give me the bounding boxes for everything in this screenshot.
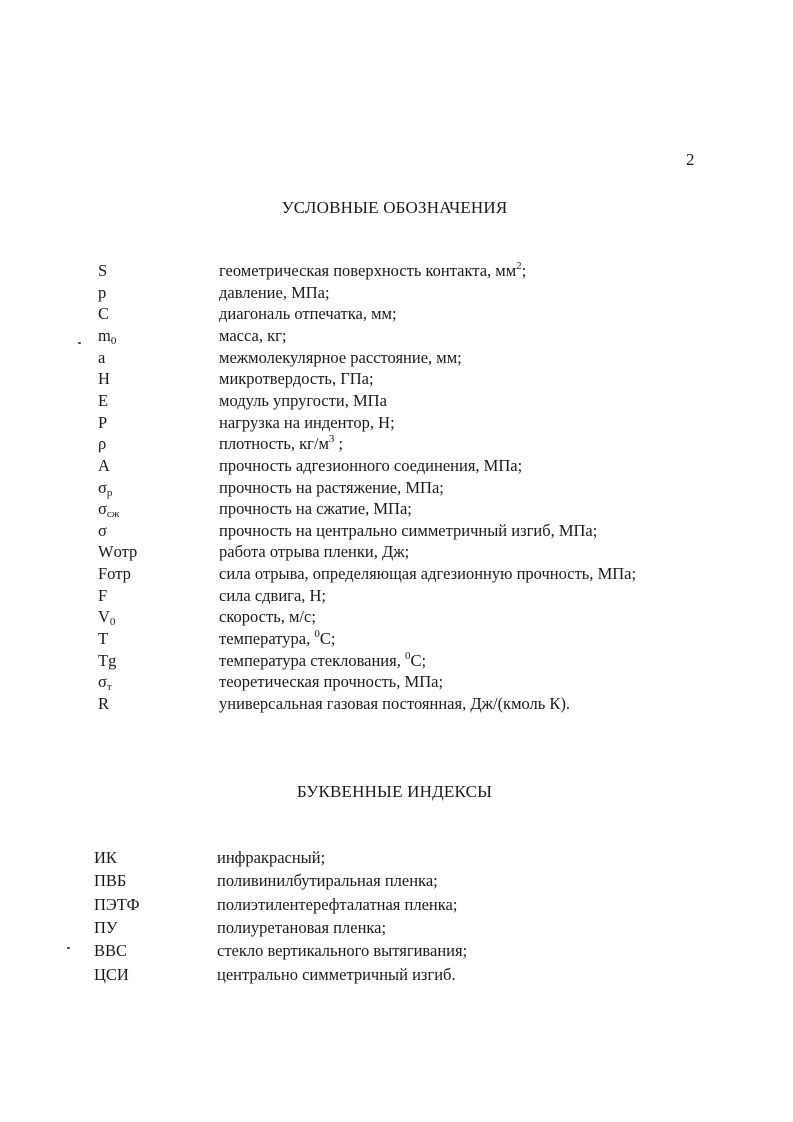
symbol-text: F — [98, 585, 108, 605]
symbol-text: σ — [98, 672, 107, 692]
symbol-text: Wотр — [98, 542, 138, 562]
description-text: сила отрыва, определяющая адгезионную прочность, МПа; — [219, 564, 637, 584]
description-text: геометрическая поверхность контакта, мм — [219, 261, 517, 280]
description-text: нагрузка на индентор, Н; — [219, 412, 395, 432]
description-superscript: 0 — [404, 649, 411, 662]
symbol-text: a — [98, 347, 106, 367]
description-text: температура, — [219, 629, 315, 649]
symbol-text: S — [98, 261, 108, 280]
symbol-subscript: 0 — [110, 334, 117, 347]
notation-description — [219, 541, 409, 563]
notation-description — [219, 650, 426, 672]
notation-description — [219, 498, 412, 520]
notation-row — [0, 390, 793, 412]
notation-description — [219, 628, 335, 650]
symbol-subscript: сж — [106, 508, 120, 521]
notation-description — [219, 368, 374, 390]
index-abbreviation: ИК — [94, 848, 117, 867]
notation-row — [0, 628, 793, 650]
index-abbreviation: ВВС — [94, 941, 128, 961]
symbol-text: Tg — [98, 650, 117, 670]
symbol-subscript: p — [106, 486, 113, 499]
notation-row — [0, 368, 793, 390]
description-text: работа отрыва пленки, Дж; — [219, 542, 410, 562]
notation-description — [219, 433, 343, 455]
notation-symbol — [98, 368, 110, 390]
notation-description — [219, 671, 443, 693]
notation-description — [219, 455, 522, 477]
notation-symbol — [98, 412, 107, 434]
notation-row — [0, 606, 793, 628]
notation-description — [219, 412, 395, 434]
index-description: полиэтилентерефталатная пленка; — [217, 894, 458, 914]
notation-symbol — [98, 541, 137, 563]
symbol-text: T — [98, 629, 109, 649]
page-number: 2 — [686, 150, 695, 169]
description-superscript: 2 — [516, 260, 522, 272]
symbol-text: σ — [98, 520, 107, 540]
notation-symbol — [98, 563, 131, 585]
notation-row — [0, 282, 793, 304]
notation-description — [219, 520, 597, 542]
index-description: центрально симметричный изгиб. — [217, 964, 456, 984]
symbol-text: V — [98, 607, 110, 627]
notation-description — [219, 282, 330, 304]
description-text: прочность на центрально симметричный изгиб, МПа; — [219, 520, 598, 540]
notation-symbol — [98, 628, 108, 650]
description-text: универсальная газовая постоянная, Дж/(кмоль К). — [219, 694, 571, 713]
description-text: прочность на сжатие, МПа; — [219, 499, 412, 519]
notation-symbol — [98, 671, 112, 693]
symbol-subscript: т — [106, 681, 112, 694]
description-suffix: С; — [319, 629, 336, 649]
description-suffix: ; — [521, 261, 527, 280]
description-text: масса, кг; — [219, 325, 287, 345]
symbol-text: p — [98, 282, 107, 302]
symbol-text: σ — [98, 499, 107, 519]
index-row — [0, 870, 793, 892]
index-abbreviation: ПУ — [94, 917, 118, 937]
notation-row — [0, 498, 793, 520]
index-row — [0, 847, 793, 869]
notation-row — [0, 650, 793, 672]
symbol-text: ρ — [98, 434, 107, 454]
notation-description — [219, 477, 444, 499]
notation-description — [219, 585, 326, 607]
notation-description — [219, 390, 387, 412]
description-text: модуль упругости, МПа — [219, 390, 387, 410]
index-row — [0, 964, 793, 986]
index-description: инфракрасный; — [217, 848, 326, 867]
index-row — [0, 894, 793, 916]
notation-symbol — [98, 282, 106, 304]
index-row — [0, 917, 793, 939]
notation-row — [0, 303, 793, 325]
notation-symbol — [98, 433, 106, 455]
notation-symbol — [98, 520, 107, 542]
description-text: давление, МПа; — [219, 282, 330, 302]
notation-description — [219, 260, 526, 282]
notation-row — [0, 477, 793, 499]
symbol-text: R — [98, 694, 110, 713]
notation-row — [0, 412, 793, 434]
description-suffix: С; — [410, 650, 427, 670]
notation-symbol — [98, 498, 119, 520]
description-text: микротвердость, ГПа; — [219, 369, 374, 389]
notation-description — [219, 347, 462, 369]
symbol-subscript: 0 — [109, 616, 116, 629]
description-text: теоретическая прочность, МПа; — [219, 672, 444, 692]
description-text: сила сдвига, Н; — [219, 585, 327, 605]
notation-row — [0, 260, 793, 282]
notation-symbol — [98, 325, 116, 347]
description-text: скорость, м/с; — [219, 607, 316, 627]
index-description: стекло вертикального вытягивания; — [217, 941, 468, 961]
index-description: полиуретановая пленка; — [217, 917, 387, 937]
symbol-text: Fотр — [98, 564, 131, 584]
notation-description — [219, 563, 636, 585]
description-text: межмолекулярное расстояние, мм; — [219, 347, 462, 367]
notation-title: УСЛОВНЫЕ ОБОЗНАЧЕНИЯ — [281, 198, 508, 217]
description-text: температура стеклования, — [219, 650, 405, 670]
notation-row — [0, 541, 793, 563]
description-text: плотность, кг/м — [219, 434, 329, 454]
notation-row — [0, 325, 793, 347]
description-superscript: 0 — [314, 628, 320, 641]
notation-symbol — [98, 455, 110, 477]
index-row — [0, 940, 793, 962]
notation-symbol — [98, 303, 109, 325]
description-suffix: ; — [334, 434, 344, 454]
index-abbreviation: ПВБ — [94, 871, 127, 891]
indices-title: БУКВЕННЫЕ ИНДЕКСЫ — [296, 782, 493, 801]
notation-description — [219, 303, 397, 325]
symbol-text: H — [98, 369, 110, 389]
notation-symbol — [98, 347, 105, 369]
notation-row — [0, 671, 793, 693]
notation-description — [219, 606, 316, 628]
notation-symbol — [98, 260, 107, 282]
symbol-text: m — [98, 325, 111, 345]
notation-symbol — [98, 693, 109, 715]
notation-row — [0, 585, 793, 607]
notation-symbol — [98, 390, 108, 412]
description-text: прочность адгезионного соединения, МПа; — [219, 455, 523, 475]
notation-description — [219, 693, 570, 715]
notation-symbol — [98, 606, 115, 628]
scan-speck — [67, 947, 70, 949]
index-description: поливинилбутиральная пленка; — [217, 871, 438, 891]
notation-symbol — [98, 585, 107, 607]
notation-symbol — [98, 650, 116, 672]
symbol-text: E — [98, 390, 109, 410]
index-abbreviation: ЦСИ — [94, 964, 129, 984]
notation-row — [0, 455, 793, 477]
notation-row — [0, 563, 793, 585]
notation-row — [0, 433, 793, 455]
description-text: диагональ отпечатка, мм; — [219, 304, 397, 324]
notation-symbol — [98, 477, 112, 499]
notation-row — [0, 347, 793, 369]
description-text: прочность на растяжение, МПа; — [219, 477, 444, 497]
index-abbreviation: ПЭТФ — [94, 894, 140, 914]
scan-speck — [78, 342, 81, 344]
notation-description — [219, 325, 286, 347]
symbol-text: C — [98, 304, 110, 324]
description-superscript: 3 — [328, 433, 335, 446]
symbol-text: σ — [98, 477, 107, 497]
notation-row — [0, 520, 793, 542]
symbol-text: A — [98, 455, 110, 475]
notation-row — [0, 693, 793, 715]
symbol-text: P — [98, 412, 108, 432]
